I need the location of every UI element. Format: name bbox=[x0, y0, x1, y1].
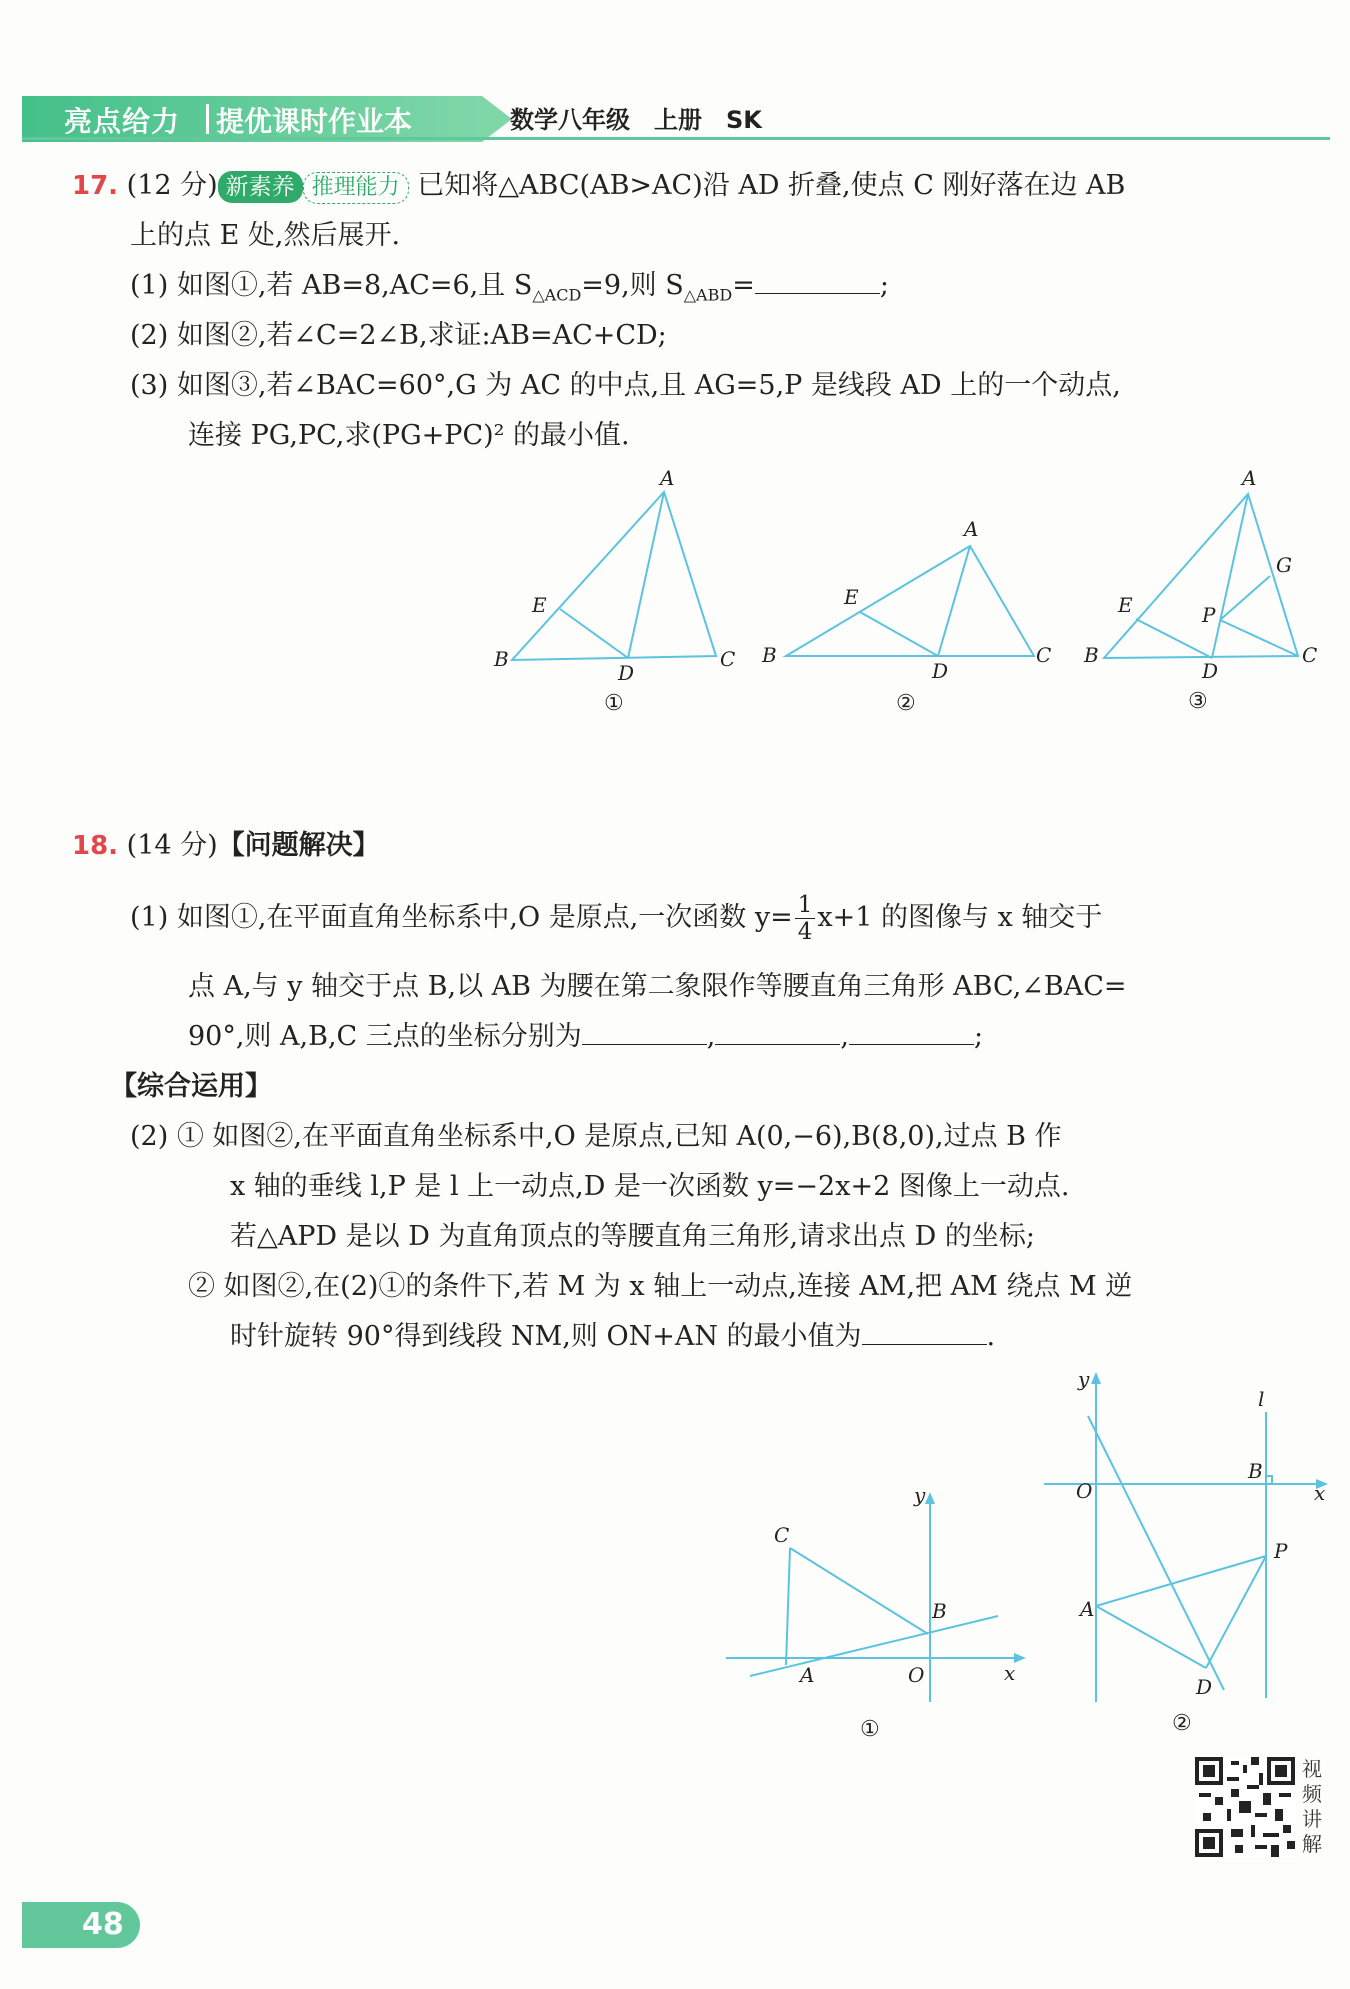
q17-part1-d: ; bbox=[879, 270, 889, 301]
svg-text:D: D bbox=[618, 661, 635, 685]
svg-text:D: D bbox=[932, 659, 949, 683]
q18-part2-line1: (2) ① 如图②,在平面直角坐标系中,O 是原点,已知 A(0,−6),B(8,0),过点 B 作 bbox=[130, 1121, 1062, 1152]
q18-tag-application: 【综合运用】 bbox=[110, 1071, 272, 1102]
svg-text:C: C bbox=[720, 647, 736, 671]
svg-text:D: D bbox=[1196, 1675, 1213, 1699]
svg-text:A: A bbox=[660, 466, 675, 490]
q17-line1 bbox=[72, 161, 1125, 211]
brand-divider bbox=[206, 104, 209, 134]
comma: , bbox=[840, 1021, 849, 1052]
svg-text:O: O bbox=[908, 1663, 925, 1687]
svg-text:A: A bbox=[1080, 1597, 1095, 1621]
answer-blank-a[interactable] bbox=[582, 1018, 707, 1045]
q18-header bbox=[72, 821, 380, 871]
svg-text:y: y bbox=[914, 1483, 926, 1507]
svg-text:x: x bbox=[1004, 1661, 1016, 1685]
q18-number: 18. bbox=[72, 831, 119, 861]
period: . bbox=[986, 1321, 996, 1352]
q17-part1-c: = bbox=[732, 270, 755, 301]
frac-numerator: 1 bbox=[795, 892, 816, 919]
svg-text:G: G bbox=[1276, 553, 1292, 577]
q17-part3-b: 连接 PG,PC,求(PG+PC)² 的最小值. bbox=[188, 420, 630, 451]
q18-part2-line4: ② 如图②,在(2)①的条件下,若 M 为 x 轴上一动点,连接 AM,把 AM 绕点 M 逆 bbox=[188, 1271, 1133, 1302]
svg-text:D: D bbox=[1202, 659, 1219, 683]
q18-part1-a: (1) 如图①,在平面直角坐标系中,O 是原点,一次函数 y= bbox=[130, 902, 793, 933]
q18-part2-e: 时针旋转 90°得到线段 NM,则 ON+AN 的最小值为 bbox=[230, 1321, 862, 1352]
svg-text:B: B bbox=[1084, 643, 1099, 667]
q17-part1-a: (1) 如图①,若 AB=8,AC=6,且 S bbox=[130, 270, 533, 301]
q18-part1-line2: 点 A,与 y 轴交于点 B,以 AB 为腰在第二象限作等腰直角三角形 ABC,∠BAC= bbox=[188, 971, 1127, 1002]
q17-part3-a: (3) 如图③,若∠BAC=60°,G 为 AC 的中点,且 AG=5,P 是线段 AD 上的一个动点, bbox=[130, 370, 1121, 401]
svg-text:A: A bbox=[800, 1663, 815, 1687]
q18-tag-problem: 【问题解决】 bbox=[217, 830, 380, 861]
q18-part2-line3: 若△APD 是以 D 为直角顶点的等腰直角三角形,请求出点 D 的坐标; bbox=[230, 1221, 1035, 1252]
page-number: 48 bbox=[22, 1902, 140, 1948]
fig-caption: ② bbox=[1172, 1711, 1192, 1736]
svg-text:B: B bbox=[762, 643, 777, 667]
answer-blank-c[interactable] bbox=[849, 1018, 974, 1045]
qr-label: 视频讲解 bbox=[1302, 1757, 1322, 1856]
semicolon: ; bbox=[973, 1021, 984, 1052]
q18-part1-d: 90°,则 A,B,C 三点的坐标分别为 bbox=[188, 1021, 582, 1052]
q17-number: 17. bbox=[72, 171, 119, 201]
svg-text:E: E bbox=[532, 593, 547, 617]
q18-part2-line5 bbox=[230, 1312, 995, 1362]
course-label: 数学八年级 上册 SK bbox=[510, 106, 762, 134]
q18-part1-line3 bbox=[188, 1012, 983, 1062]
svg-text:l: l bbox=[1258, 1387, 1265, 1411]
q17-part2: (2) 如图②,若∠C=2∠B,求证:AB=AC+CD; bbox=[130, 320, 667, 351]
q17-stem-2: 上的点 E 处,然后展开. bbox=[130, 220, 401, 251]
fraction-one-quarter bbox=[795, 892, 816, 945]
q18-part1-b: x+1 的图像与 x 轴交于 bbox=[817, 902, 1103, 933]
q17-figure-2 bbox=[760, 512, 1060, 722]
q18-part2-line2: x 轴的垂线 l,P 是 l 上一动点,D 是一次函数 y=−2x+2 图像上一动点. bbox=[230, 1171, 1070, 1202]
q17-badge-skill: 推理能力 bbox=[303, 172, 409, 204]
q17-badge-new: 新素养 bbox=[218, 171, 303, 203]
brand-subtitle: 提优课时作业本 bbox=[216, 105, 413, 138]
q17-part1-sub1: △ACD bbox=[532, 285, 582, 305]
q18-figure-1 bbox=[720, 1480, 1030, 1750]
qr-code[interactable] bbox=[1195, 1757, 1295, 1857]
q17-score: (12 分) bbox=[126, 170, 218, 201]
svg-text:P: P bbox=[1274, 1539, 1288, 1563]
q18-part1-line1 bbox=[130, 892, 1102, 945]
svg-text:C: C bbox=[1036, 643, 1052, 667]
q17-part1-sub2: △ABD bbox=[683, 285, 733, 305]
svg-text:B: B bbox=[1248, 1459, 1263, 1483]
comma: , bbox=[706, 1021, 716, 1052]
svg-text:x: x bbox=[1314, 1481, 1326, 1505]
frac-denominator: 4 bbox=[797, 919, 813, 945]
svg-text:A: A bbox=[1242, 466, 1257, 490]
q17-stem-1: 已知将△ABC(AB>AC)沿 AD 折叠,使点 C 刚好落在边 AB bbox=[417, 170, 1126, 201]
fig-caption: ① bbox=[860, 1717, 880, 1742]
svg-text:P: P bbox=[1202, 603, 1216, 627]
svg-text:B: B bbox=[494, 647, 509, 671]
brand-title: 亮点给力 bbox=[64, 105, 181, 138]
fig-caption: ② bbox=[896, 691, 916, 716]
q17-part1-b: =9,则 S bbox=[581, 270, 684, 301]
answer-blank-b[interactable] bbox=[715, 1018, 840, 1045]
svg-text:C: C bbox=[1302, 643, 1318, 667]
q18-figure-2 bbox=[1040, 1360, 1330, 1740]
svg-text:y: y bbox=[1078, 1367, 1090, 1391]
answer-blank[interactable] bbox=[755, 267, 880, 294]
answer-blank-min[interactable] bbox=[862, 1318, 987, 1345]
fig-caption: ① bbox=[604, 691, 624, 716]
svg-text:E: E bbox=[844, 585, 859, 609]
svg-text:B: B bbox=[932, 1599, 947, 1623]
svg-text:C: C bbox=[774, 1523, 790, 1547]
svg-text:E: E bbox=[1118, 593, 1133, 617]
svg-text:O: O bbox=[1076, 1479, 1093, 1503]
q18-score: (14 分) bbox=[126, 830, 218, 861]
svg-text:A: A bbox=[964, 517, 979, 541]
q17-figure-3 bbox=[1080, 462, 1330, 722]
fig-caption: ③ bbox=[1188, 689, 1208, 714]
